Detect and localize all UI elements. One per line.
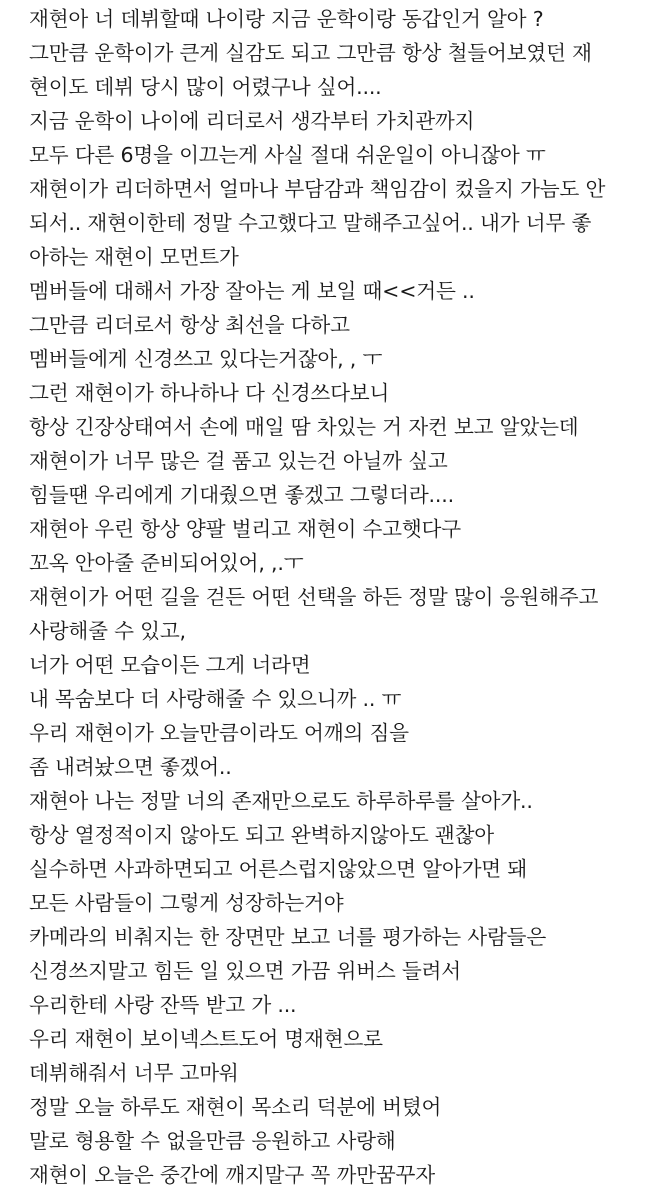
message-line: 너가 어떤 모습이든 그게 너라면 xyxy=(29,653,311,677)
message-line: 힘들땐 우리에게 기대줬으면 좋겠고 그렇더라.... xyxy=(29,483,454,507)
message-line: 재현이가 리더하면서 얼마나 부담감과 책임감이 컸을지 가늠도 안 xyxy=(29,177,606,201)
message-line: 멤버들에 대해서 가장 잘아는 게 보일 때<<거든 .. xyxy=(29,279,475,303)
message-line: 지금 운학이 나이에 리더로서 생각부터 가치관까지 xyxy=(29,109,475,133)
message-line: 재현이 오늘은 중간에 깨지말구 꼭 까만꿈꾸자 xyxy=(29,1163,435,1187)
message-line: 아하는 재현이 모먼트가 xyxy=(29,245,239,269)
message-line: 멤버들에게 신경쓰고 있다는거잖아, , ㅜ xyxy=(29,347,383,371)
message-line: 내 목숨보다 더 사랑해줄 수 있으니까 .. ㅠ xyxy=(29,687,402,711)
message-line: 데뷔해줘서 너무 고마워 xyxy=(29,1061,239,1085)
message-line: 사랑해줄 수 있고, xyxy=(29,619,186,643)
message-line: 그런 재현이가 하나하나 다 신경쓰다보니 xyxy=(29,381,390,405)
message-line: 꼬옥 안아줄 준비되어있어, ,.ㅜ xyxy=(29,551,304,575)
message-line: 재현아 우린 항상 양팔 벌리고 재현이 수고햇다구 xyxy=(29,517,461,541)
message-line: 되서.. 재현이한테 정말 수고했다고 말해주고싶어.. 내가 너무 좋 xyxy=(29,211,592,235)
message-line: 모든 사람들이 그렇게 성장하는거야 xyxy=(29,891,344,915)
message-line: 우리 재현이 보이넥스트도어 명재현으로 xyxy=(29,1027,383,1051)
message-line: 실수하면 사과하면되고 어른스럽지않았으면 알아가면 돼 xyxy=(29,857,528,881)
message-line: 그만큼 운학이가 큰게 실감도 되고 그만큼 항상 철들어보였던 재 xyxy=(29,41,592,65)
message-line: 재현이가 어떤 길을 걷든 어떤 선택을 하든 정말 많이 응원해주고 xyxy=(29,585,599,609)
message-line: 항상 긴장상태여서 손에 매일 땀 차있는 거 자컨 보고 알았는데 xyxy=(29,415,579,439)
message-line: 그만큼 리더로서 항상 최선을 다하고 xyxy=(29,313,350,337)
message-line: 카메라의 비춰지는 한 장면만 보고 너를 평가하는 사람들은 xyxy=(29,925,547,949)
message-line: 모두 다른 6명을 이끄는게 사실 절대 쉬운일이 아니잖아 ㅠ xyxy=(29,143,546,167)
message-line: 좀 내려놨으면 좋겠어.. xyxy=(29,755,232,779)
message-line: 말로 형용할 수 없을만큼 응원하고 사랑해 xyxy=(29,1129,396,1153)
message-line: 현이도 데뷔 당시 많이 어렸구나 싶어.... xyxy=(29,75,382,99)
message-line: 재현이가 너무 많은 걸 품고 있는건 아닐까 싶고 xyxy=(29,449,448,473)
message-line: 정말 오늘 하루도 재현이 목소리 덕분에 버텼어 xyxy=(29,1095,442,1119)
message-line: 재현아 나는 정말 너의 존재만으로도 하루하루를 살아가.. xyxy=(29,789,533,813)
message-line: 재현아 너 데뷔할때 나이랑 지금 운학이랑 동갑인거 알아 ? xyxy=(29,7,544,31)
message-line: 우리한테 사랑 잔뜩 받고 가 ... xyxy=(29,993,297,1017)
message-line: 항상 열정적이지 않아도 되고 완벽하지않아도 괜찮아 xyxy=(29,823,494,847)
message-line: 우리 재현이가 오늘만큼이라도 어깨의 짐을 xyxy=(29,721,409,745)
message-line: 신경쓰지말고 힘든 일 있으면 가끔 위버스 들려서 xyxy=(29,959,461,983)
